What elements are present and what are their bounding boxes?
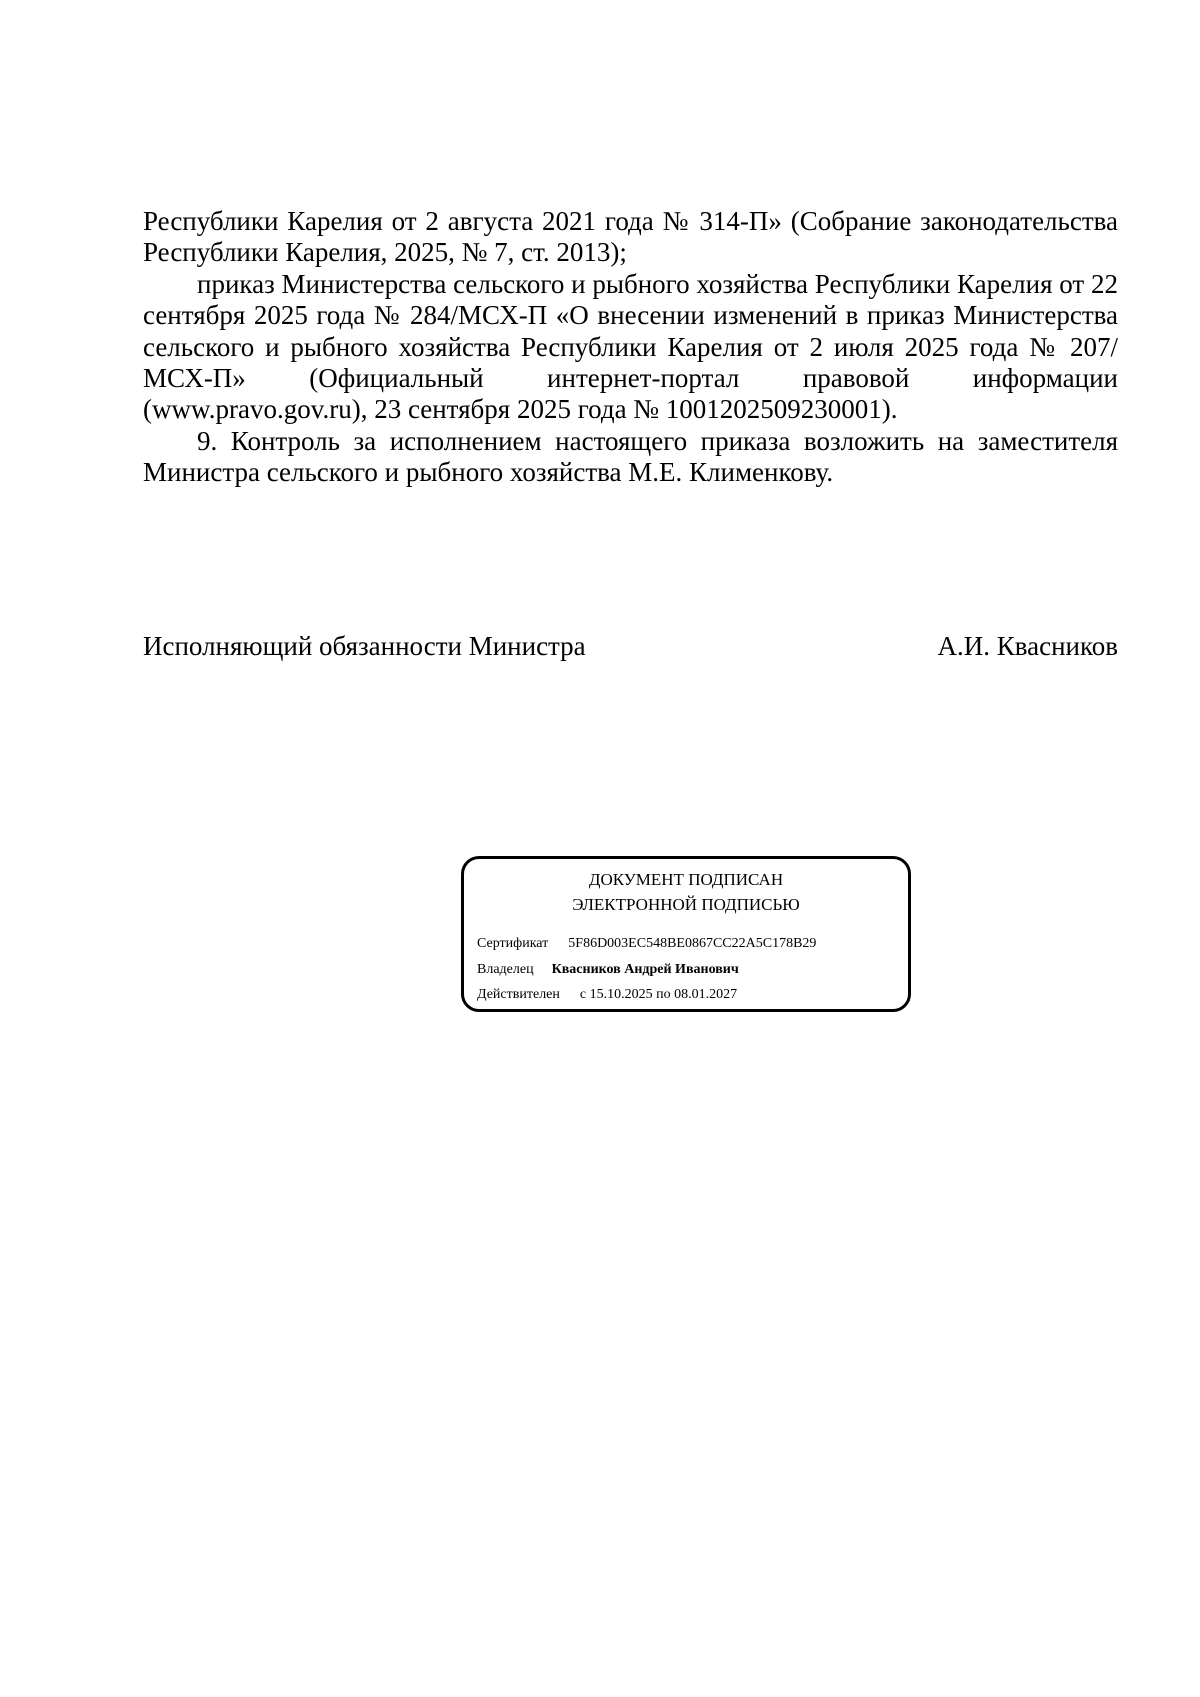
stamp-title xyxy=(464,867,908,917)
stamp-validity-row xyxy=(477,986,737,1004)
stamp-title-line1: ДОКУМЕНТ ПОДПИСАН xyxy=(588,870,784,889)
document-body xyxy=(143,206,1118,489)
stamp-title-line2: ЭЛЕКТРОННОЙ ПОДПИСЬЮ xyxy=(572,895,800,914)
stamp-certificate-row xyxy=(477,935,816,953)
certificate-value: 5F86D003EC548BE0867CC22A5C178B29 xyxy=(568,936,817,951)
paragraph-continuation: Республики Карелия от 2 августа 2021 года № 314-П» (Собрание законодательства Республики Карелия, 2025, № 7, ст. 2013); xyxy=(143,206,1118,268)
stamp-owner-row xyxy=(477,961,739,979)
electronic-signature-stamp xyxy=(461,856,911,1012)
paragraph-control-clause: 9. Контроль за исполнением настоящего приказа возложить на заместителя Министра сельского и рыбного хозяйства М.Е. Клименкову. xyxy=(143,425,1118,488)
signatory-position: Исполняющий обязанности Министра xyxy=(143,631,586,661)
owner-value: Квасников Андрей Иванович xyxy=(551,962,739,977)
certificate-label: Сертификат xyxy=(477,936,549,951)
owner-label: Владелец xyxy=(477,962,534,977)
valid-value: с 15.10.2025 по 08.01.2027 xyxy=(579,987,738,1002)
valid-label: Действителен xyxy=(477,987,560,1002)
signatory-name: А.И. Квасников xyxy=(937,631,1118,661)
paragraph-order-reference: приказ Министерства сельского и рыбного хозяйства Республики Карелия от 22 сентября 2025 года № 284/МСХ-П «О внесении изменений в приказ Министерства сельского и рыбного хозяйства Республики Карелия от 2 июля 2025 года № 207/МСХ-П» (Официальный интернет-портал правовой информации (www.pravo.gov.ru), 23 сентября 2025 года № 1001202509230001). xyxy=(143,268,1118,425)
